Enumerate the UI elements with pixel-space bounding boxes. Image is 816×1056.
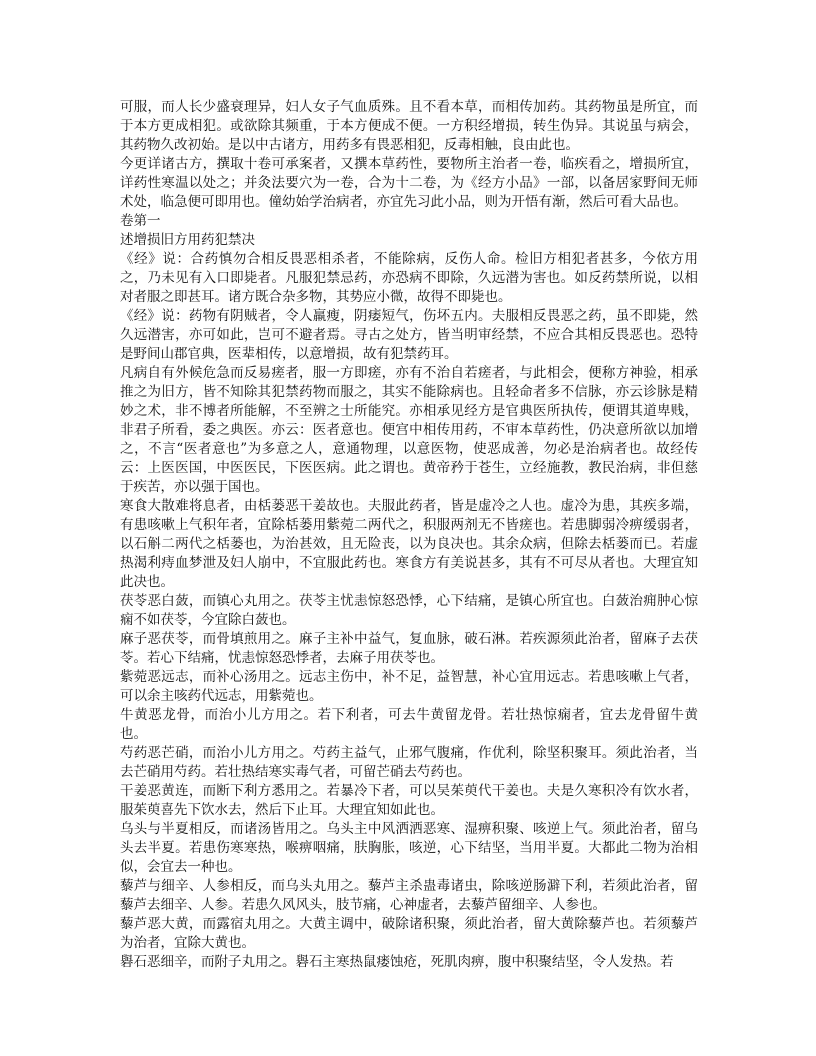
volume-heading: 卷第一 (120, 213, 161, 229)
paragraph-jing-1: 《经》说：合药慎勿合相反畏恶相杀者，不能除病，反伤人命。检旧方相犯者甚多，今依方用之，乃未见有入口即毙者。凡服犯禁忌药，亦恐病不即除，久远潜为害也。如反药禁所说，以相对者服之即甚耳。诸方既合杂多物，其势应小微，故得不即毙也。 (120, 251, 698, 305)
paragraph-lilu-2: 藜芦恶大黄，而露宿丸用之。大黄主调中，破除诸积聚，须此治者，留大黄除藜芦也。若须藜芦为治者，宜除大黄也。 (120, 916, 698, 951)
paragraph-shaoyao: 芍药恶芒硝，而治小儿方用之。芍药主益气，止邪气腹痛，作优利，除坚积聚耳。须此治者，当去芒硝用芍药。若壮热结寒实毒气者，可留芒硝去芍药也。 (120, 745, 698, 780)
paragraph-intro-2: 今更详诸古方，撰取十卷可承案者，又撰本草药性，要物所主治者一卷，临疾看之，增损所宜，详药性寒温以处之；并灸法要穴为一卷，合为十二卷，为《经方小品》一部，以备居家野间无师术处，临急便可即用也。僮幼始学治病者，亦宜先习此小品，则为开悟有渐，然后可看大品也。 (120, 156, 698, 210)
section-heading: 述增损旧方用药犯禁决 (120, 232, 255, 248)
paragraph-ganjiang: 干姜恶黄连，而断下利方悉用之。若暴冷下者，可以吴茱萸代干姜也。夫是久寒积冷有饮水者，服茱萸喜先下饮水去，然后下止耳。大理宜知如此也。 (120, 783, 698, 818)
paragraph-lilu-1: 藜芦与细辛、人参相反，而乌头丸用之。藜芦主杀蛊毒诸虫，除咳逆肠澼下利，若须此治者，留藜芦去细辛、人参。若患久风风头，肢节痛，心神虚者，去藜芦留细辛、人参也。 (120, 878, 698, 913)
paragraph-jing-2: 《经》说：药物有阴贼者，令人羸瘦，阴痿短气，伤坏五内。夫服相反畏恶之药，虽不即毙，然久远潜害，亦可如此，岂可不避者焉。寻古之处方，皆当明审经禁，不应合其相反畏恶也。恐特是野间山郡官典，医辈相传，以意增损，故有犯禁药耳。 (120, 308, 698, 362)
paragraph-wutou: 乌头与半夏相反，而诸汤皆用之。乌头主中风洒洒恶寒、湿痹积聚、咳逆上气。须此治者，留乌头去半夏。若患伤寒寒热，喉痹咽痛，肤胸胀，咳逆，心下结坚，当用半夏。大都此二物为治相似，会宜去一种也。 (120, 821, 698, 875)
paragraph-intro-1: 可服，而人长少盛衰理异，妇人女子气血质殊。且不看本草，而相传加药。其药物虽是所宜，而于本方更成相犯。或欲除其频重，于本方便成不便。一方积经增损，转生伪异。其说虽与病会，其药物久改初始。是以中古诸方，用药多有畏恶相犯，反毒相触，良由此也。 (120, 99, 698, 153)
paragraph-ziwan: 紫菀恶远志，而补心汤用之。远志主伤中，补不足，益智慧，补心宜用远志。若患咳嗽上气者，可以余主咳药代远志，用紫菀也。 (120, 669, 698, 704)
paragraph-hanshi: 寒食大散难将息者，由栝蒌恶干姜故也。夫服此药者，皆是虚冷之人也。虚冷为患，其疾多端，有患咳嗽上气积年者，宜除栝蒌用紫菀二两代之，积服两剂无不皆瘥也。若患脚弱冷痹缓弱者，以石斛二两代之栝蒌也，为治甚效，且无险丧，以为良决也。其余众病，但除去栝蒌而已。若虚热渴利痔血梦泄及妇人崩中，不宜服此药也。寒食方有美说甚多，其有不可尽从者也。大理宜知此决也。 (120, 498, 698, 590)
paragraph-fanbing: 凡病自有外候危急而反易瘥者，服一方即瘥，亦有不治自若瘥者，与此相会，便称方神验，相承推之为旧方，皆不知除其犯禁药物而服之，其实不能除病也。且轻命者多不信脉，亦云诊脉是精妙之术，非不博者所能解，不至辨之士所能究。亦相承见经方是官典医所执传，便谓其道卑贱，非君子所看，委之典医。亦云：医者意也。便宫中相传用药，不审本草药性，仍决意所欲以加增之，不言“医者意也”为多意之人，意通物理，以意医物，使恶成善，勿必是治病者也。故经传云：上医医国，中医医民，下医医病。此之谓也。黄帝矜于苍生，立经施教，教民治病，非但慈于疾苦，亦以强于国也。 (120, 365, 698, 495)
document-page (120, 98, 698, 972)
paragraph-niuhuang: 牛黄恶龙骨，而治小儿方用之。若下利者，可去牛黄留龙骨。若壮热惊痫者，宜去龙骨留牛黄也。 (120, 707, 698, 742)
paragraph-fuling: 茯苓恶白蔹，而镇心丸用之。茯苓主忧恚惊怒恐悸，心下结痛，是镇心所宜也。白蔹治痈肿心惊痫不如茯苓，今宜除白蔹也。 (120, 593, 698, 628)
paragraph-yushi: 礜石恶细辛，而附子丸用之。礜石主寒热鼠瘘蚀疮，死肌肉痹，腹中积聚结坚，令人发热。若 (120, 954, 674, 970)
paragraph-mazi: 麻子恶茯苓，而骨填煎用之。麻子主补中益气，复血脉，破石淋。若疾源须此治者，留麻子去茯苓。若心下结痛，忧恚惊怒恐悸者，去麻子用茯苓也。 (120, 631, 698, 666)
